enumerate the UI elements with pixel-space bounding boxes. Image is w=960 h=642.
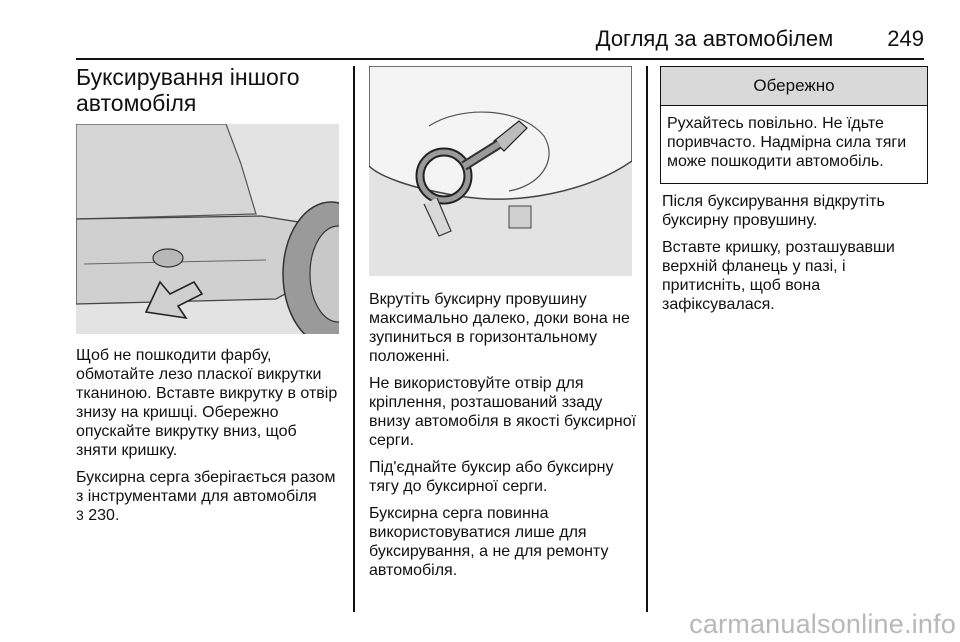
page-number: 249 bbox=[887, 26, 924, 51]
column-divider-1 bbox=[353, 66, 355, 612]
paragraph-screw-in: Вкрутіть буксирну провушину максимально далеко, доки вона не зупиниться в горизонтальному положенні. bbox=[369, 291, 630, 365]
page-reference-icon: 3 bbox=[76, 507, 84, 523]
paragraph-insert-cover: Вставте кришку, розташувавши верхній фланець у пазі, і притисніть, щоб вона зафіксувалася. bbox=[662, 239, 895, 313]
caution-text: Рухайтесь повільно. Не їдьте поривчасто. Надмірна сила тяги може пошкодити автомобіль. bbox=[667, 115, 907, 170]
car-rear-illustration bbox=[76, 124, 339, 334]
page-header bbox=[76, 26, 924, 52]
chapter-title: Догляд за автомобілем bbox=[595, 26, 834, 51]
watermark: carmanualsonline.info bbox=[689, 609, 956, 639]
towing-eye-illustration bbox=[369, 66, 632, 276]
column-3-text bbox=[662, 192, 930, 322]
paragraph-do-not-use: Не використовуйте отвір для кріплення, розташований ззаду внизу автомобіля в якості буксирної серги. bbox=[369, 375, 637, 449]
paragraph-attach: Під'єднайте буксир або буксирну тягу до буксирної серги. bbox=[369, 459, 614, 495]
figure-car-rear-cover bbox=[76, 124, 339, 334]
section-title bbox=[76, 64, 346, 116]
caution-header: Обережно bbox=[661, 67, 927, 106]
paragraph-usage: Буксирна серга повинна використовуватися лише для буксирування, а не для ремонту автомобіля. bbox=[369, 505, 609, 579]
storage-text: Буксирна серга зберігається разом з інструментами для автомобіля bbox=[76, 469, 336, 505]
paragraph-remove-cover: Щоб не пошкодити фарбу, обмотайте лезо пласкої викрутки тканиною. Вставте викрутку в отвір знизу на кришці. Обережно опускайте викрутку вниз, щоб зняти кришку. bbox=[76, 347, 338, 459]
caution-box bbox=[660, 66, 928, 184]
paragraph-unscrew: Після буксирування відкрутіть буксирну провушину. bbox=[662, 193, 885, 229]
column-divider-2 bbox=[646, 66, 648, 612]
paragraph-storage bbox=[76, 468, 341, 525]
column-2-text bbox=[369, 290, 637, 588]
section-title-line2: автомобіля bbox=[76, 90, 197, 116]
column-1-text bbox=[76, 346, 341, 533]
column-1 bbox=[76, 64, 346, 116]
figure-towing-eye bbox=[369, 66, 632, 276]
page-reference-link[interactable]: 230. bbox=[83, 507, 120, 524]
header-rule bbox=[76, 58, 924, 60]
section-title-line1: Буксирування іншого bbox=[76, 64, 300, 90]
